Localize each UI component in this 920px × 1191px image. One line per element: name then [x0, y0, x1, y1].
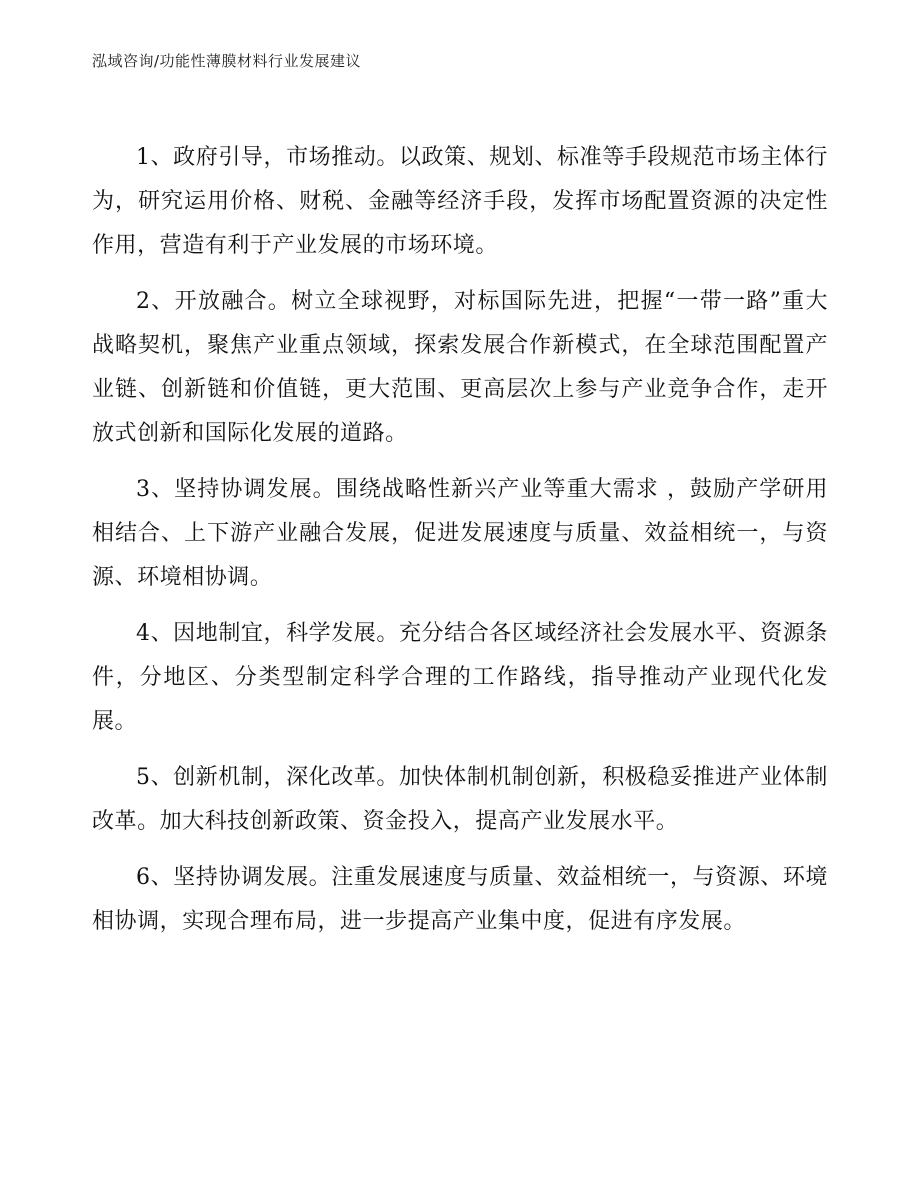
- paragraph-4: 4、因地制宜，科学发展。充分结合各区域经济社会发展水平、资源条件，分地区、分类型制定科学合理的工作路线，指导推动产业现代化发展。: [92, 621, 828, 734]
- paragraph-3: 3、坚持协调发展。围绕战略性新兴产业等重大需求 ，鼓励产学研用相结合、上下游产业融合发展，促进发展速度与质量、效益相统一，与资源、环境相协调。: [92, 477, 828, 590]
- paragraph-6: 6、坚持协调发展。注重发展速度与质量、效益相统一，与资源、环境相协调，实现合理布局，进一步提高产业集中度，促进有序发展。: [92, 865, 828, 934]
- header-title: 泓域咨询/功能性薄膜材料行业发展建议: [92, 52, 362, 70]
- document-body: [92, 136, 828, 956]
- paragraph-5: 5、创新机制，深化改革。加快体制机制创新，积极稳妥推进产业体制改革。加大科技创新政策、资金投入，提高产业发展水平。: [92, 765, 828, 834]
- header-divider: [92, 76, 828, 77]
- paragraph-1: 1、政府引导，市场推动。以政策、规划、标准等手段规范市场主体行为，研究运用价格、财税、金融等经济手段，发挥市场配置资源的决定性作用，营造有利于产业发展的市场环境。: [92, 145, 828, 258]
- page-header: [92, 50, 828, 72]
- paragraph-2: 2、开放融合。树立全球视野，对标国际先进，把握“一带一路”重大战略契机，聚焦产业重点领域，探索发展合作新模式，在全球范围配置产业链、创新链和价值链，更大范围、更高层次上参与产业竞争合作，走开放式创新和国际化发展的道路。: [92, 289, 828, 446]
